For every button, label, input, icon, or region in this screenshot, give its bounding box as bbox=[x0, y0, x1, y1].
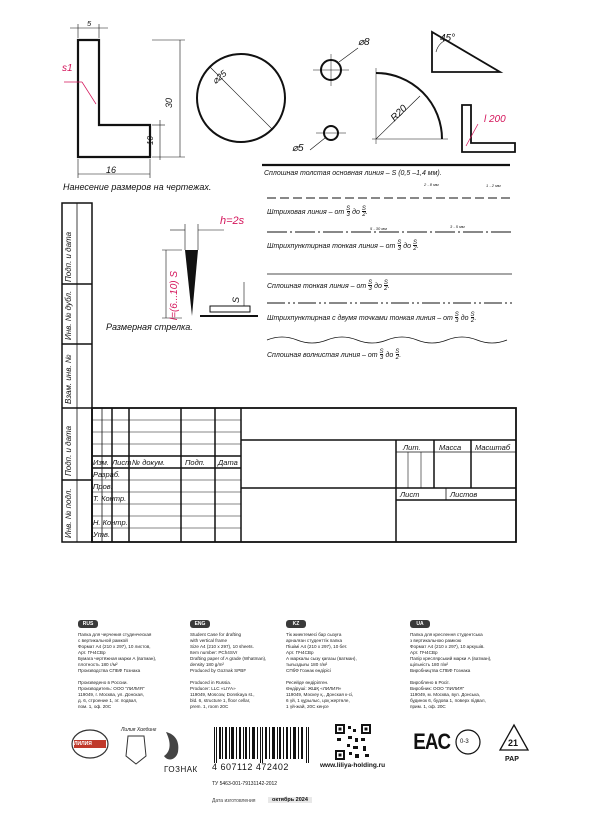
mm-1-2: 1 - 2 мм bbox=[486, 183, 501, 188]
tb-sheet: Лист bbox=[400, 490, 420, 499]
dim-5: 5 bbox=[87, 19, 92, 28]
label-s: S bbox=[231, 296, 242, 304]
lang-badge-kz: KZ bbox=[286, 620, 306, 628]
lang-badge-eng: ENG bbox=[190, 620, 210, 628]
barcode-number: 4 607112 472402 bbox=[212, 762, 289, 772]
lang-badge-ua: UA bbox=[410, 620, 430, 628]
tu-code: ТУ 5463-001-79131142-2012 bbox=[212, 781, 278, 787]
dim-s1: s1 bbox=[62, 63, 73, 74]
tb-header-date: Дата bbox=[218, 458, 238, 467]
side-label-2: Инв. № дубл. bbox=[64, 290, 73, 340]
dim-l200: l 200 bbox=[484, 114, 506, 125]
tb-lit: Лит. bbox=[403, 443, 421, 452]
line-dashdot-label: Штрихпунктирная тонкая линия – от $\frac{S}{3}$ до $\frac{S}{2}$. bbox=[267, 240, 419, 252]
logo-goznak: ГОЗНАК bbox=[164, 765, 198, 774]
caption-dimensions: Нанесение размеров на чертежах. bbox=[63, 182, 212, 192]
logo-liliya: ЛИЛИЯ bbox=[74, 741, 92, 747]
tb-row-utv: Утв. bbox=[93, 530, 111, 539]
tb-header-list: Лист bbox=[112, 458, 132, 467]
dim-d8: ⌀8 bbox=[358, 37, 370, 48]
dim-30: 30 bbox=[164, 97, 175, 109]
tb-row-tkontr: Т. Контр. bbox=[93, 494, 127, 503]
info-rus: Папка для черчения студенческая с вертикальной рамкой Формат А4 (210 х 297), 10 листов, Арт. ПЧ4СВр Бумага чертёжная марки А (ватман), плотность 180 г/м² Производства СПБФ Гознака Произведено в России. Производитель: ООО "ЛИЛИЯ" 119049, г. Москва, ул. Донская, д. 6, строение 1, эт. подвал, пом. 1, оф. 20С bbox=[78, 632, 157, 709]
line-dashed-label: Штриховая линия – от $\frac{S}{3}$ до $\frac{S}{2}$. bbox=[267, 206, 368, 218]
side-label-5: Инв. № подл. bbox=[64, 488, 73, 538]
logo-liliya-holding: Лилия Холдинг bbox=[121, 727, 157, 733]
dim-d25: ⌀25 bbox=[210, 68, 229, 86]
eac-mark: EAC bbox=[413, 729, 451, 754]
info-kz: Тік жиектемесі бар сызуға арналған студенттік папка Пішімі А4 (210 х 297), 10 бет. Арт. ПЧ4СВр А маркалы сызу қағазы (ватман), тығыздығы 180 г/м² СПбФ Гознак өндірісі Ресейде өндірілген. Өндіруші: ЖШҚ «ЛИЛИЯ» 119049, Мәскеу қ., Донская к-сі, 6 үй, 1 құрылыс, цоқ жертөле, 1 үй-жай, 20С кеңсе bbox=[286, 632, 357, 709]
recycle-code: PAP bbox=[505, 756, 519, 763]
line-dashdotdot-label: Штрихпунктирная с двумя точками тонкая линия – от $\frac{S}{3}$ до $\frac{S}{2}$. bbox=[267, 312, 477, 324]
line-solid-thick-label: Сплошная толстая основная линия – S (0,5 –1,4 мм). bbox=[264, 170, 442, 177]
website: www.liliya-holding.ru bbox=[320, 762, 386, 769]
tb-sheets: Листов bbox=[450, 490, 478, 499]
recycle-number: 21 bbox=[508, 738, 519, 748]
dim-r20: R20 bbox=[388, 103, 410, 124]
tb-header-podp: Подп. bbox=[185, 458, 205, 467]
mm-2-8: 2 - 8 мм bbox=[424, 182, 439, 187]
tb-row-nkontr: Н. Контр. bbox=[93, 518, 128, 527]
side-label-4: Подп. и дата bbox=[64, 425, 73, 476]
line-wavy-label: Сплошная волнистая линия – от $\frac{S}{3}$ до $\frac{S}{2}$. bbox=[267, 349, 402, 361]
tb-row-prov: Пров. bbox=[93, 482, 113, 491]
barcode-icon bbox=[212, 727, 312, 763]
tb-header-doc: № докум. bbox=[132, 458, 166, 467]
tb-scale: Масштаб bbox=[475, 443, 511, 452]
info-eng: Student Case for drafting with vertical frame Size A4 (210 x 297), 10 sheets. Item number: PCh4SVr Drafting paper of A grade (Whatman), density 180 g/m² Produced by Goznak SPBF Produced in Russia. Producer: LLC «LIYA» 119049, Moscow, Donskaya st., bld. 6, structure 1, floor cellar, prem. 1, room 20C bbox=[190, 632, 267, 709]
info-ua: Папка для креслення студентська з вертикальною рамкою Формат А4 (210 х 297), 10 аркушів. Арт. ПЧ4СВр Папір креслярський марки А (ватман), щільність 180 г/м² Виробництва СПБФ Гознака Вироблено в Росії. Виробник: ООО "ЛИЛИЯ" 119049, м. Москва, вул. Донська, будинок 6, будова 1, поверх підвал, прим. 1, оф. 20С bbox=[410, 632, 492, 709]
date-label: Дата изготовления bbox=[212, 798, 256, 804]
temperature-label: 0-3 bbox=[460, 739, 469, 745]
lang-badge-rus: RUS bbox=[78, 620, 98, 628]
mm-5-30: 5 - 30 мм bbox=[370, 226, 387, 231]
line-solid-thin-label: Сплошная тонкая линия – от $\frac{S}{3}$ до $\frac{S}{2}$. bbox=[267, 280, 390, 292]
tb-row-razrab: Разраб. bbox=[93, 470, 121, 479]
side-label-3: Взам. инв. № bbox=[64, 354, 73, 404]
date-value: октябрь 2024 bbox=[268, 797, 312, 803]
side-label-1: Подп. и дата bbox=[64, 231, 73, 282]
qr-code-icon bbox=[335, 724, 371, 760]
dim-16: 16 bbox=[106, 165, 117, 175]
dim-d5: ⌀5 bbox=[292, 143, 304, 154]
label-l-range: l=(6...10) S bbox=[169, 270, 181, 321]
mm-3-5: 3 - 5 мм bbox=[450, 224, 465, 229]
dim-10: 10 bbox=[145, 136, 155, 145]
temperature-icon bbox=[454, 728, 484, 758]
caption-arrow: Размерная стрелка. bbox=[106, 322, 193, 332]
tb-mass: Масса bbox=[439, 443, 462, 452]
label-h-2s: h=2s bbox=[220, 215, 245, 227]
dim-45: 45° bbox=[440, 33, 456, 44]
tb-header-izm: Изм. bbox=[93, 458, 109, 467]
